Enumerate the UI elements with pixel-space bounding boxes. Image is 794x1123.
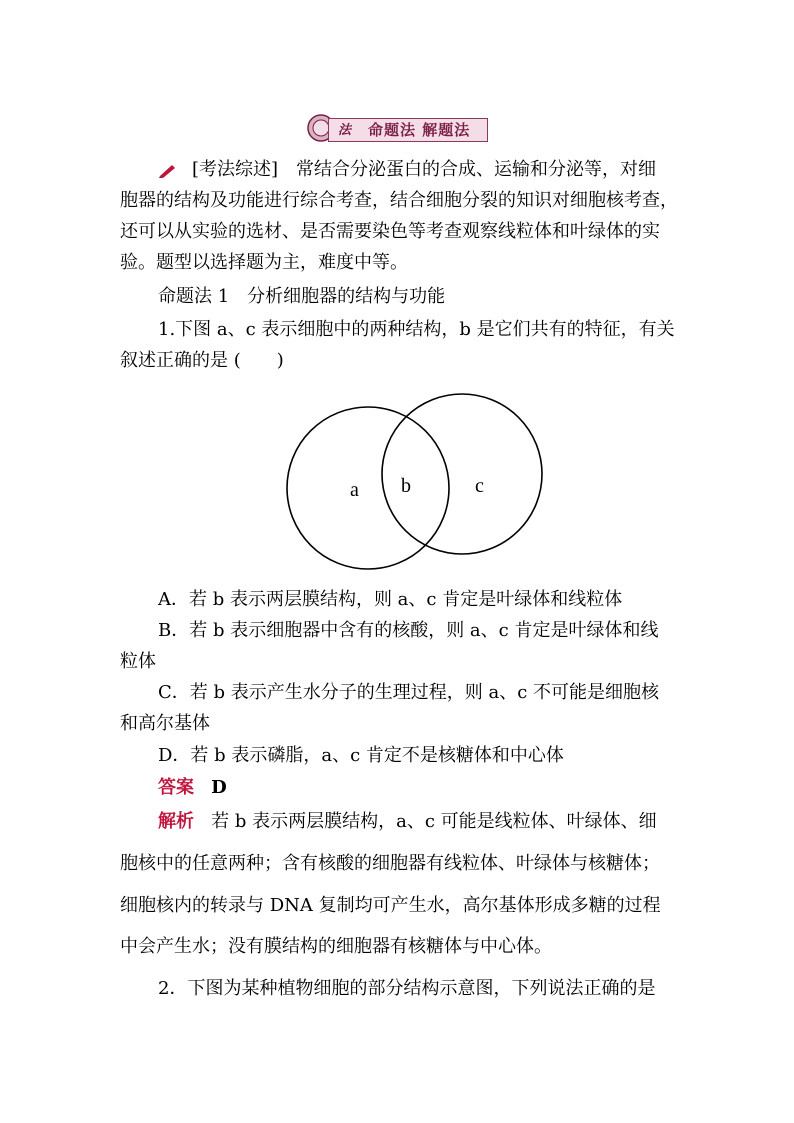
question2-line-1: 2．下图为某种植物细胞的部分结构示意图，下列说法正确的是	[158, 978, 656, 999]
venn-label-a: a	[350, 479, 359, 501]
intro-line-1: [考法综述] 常结合分泌蛋白的合成、运输和分泌等，对细	[158, 154, 656, 185]
venn-label-c: c	[475, 475, 484, 497]
intro-line-3: 还可以从实验的选材、是否需要染色等考查观察线粒体和叶绿体的实	[120, 221, 660, 242]
method-heading: 命题法 1 分析细胞器的结构与功能	[158, 286, 446, 307]
intro-line-4: 验。题型以选择题为主，难度中等。	[120, 252, 408, 273]
option-b-line-2: 粒体	[120, 651, 156, 672]
analysis-line-3: 细胞核内的转录与 DNA 复制均可产生水，高尔基体形成多糖的过程	[120, 895, 661, 916]
answer-line	[158, 772, 227, 803]
venn-diagram	[270, 380, 560, 570]
pencil-icon	[158, 162, 178, 178]
option-d: D．若 b 表示磷脂，a、c 肯定不是核糖体和中心体	[158, 745, 564, 766]
venn-label-b: b	[401, 475, 411, 497]
answer-label: 答案	[158, 777, 194, 798]
option-c-line-1: C．若 b 表示产生水分子的生理过程，则 a、c 不可能是细胞核	[158, 682, 659, 703]
option-b-line-1: B．若 b 表示细胞器中含有的核酸，则 a、c 肯定是叶绿体和线	[158, 620, 659, 641]
intro-line-2: 胞器的结构及功能进行综合考查，结合细胞分裂的知识对细胞核考查，	[120, 190, 678, 211]
analysis-line-4: 中会产生水；没有膜结构的细胞器有核糖体与中心体。	[120, 936, 552, 957]
analysis-line-1: 解析 若 b 表示两层膜结构，a、c 可能是线粒体、叶绿体、细	[158, 811, 657, 832]
analysis-line-2: 胞核中的任意两种；含有核酸的细胞器有线粒体、叶绿体与核糖体；	[120, 853, 660, 874]
circle-c	[382, 394, 542, 554]
option-c-line-2: 和高尔基体	[120, 713, 210, 734]
question1-line-2: 叙述正确的是 ( )	[120, 350, 284, 371]
option-a: A．若 b 表示两层膜结构，则 a、c 肯定是叶绿体和线粒体	[158, 589, 623, 610]
section-banner	[306, 113, 488, 143]
answer-value: D	[211, 777, 227, 798]
analysis-label: 解析	[158, 811, 194, 832]
banner-mark: 法	[338, 122, 352, 137]
banner-title: 命题法 解题法	[368, 121, 471, 139]
question1-line-1: 1.下图 a、c 表示细胞中的两种结构，b 是它们共有的特征，有关	[158, 319, 675, 340]
